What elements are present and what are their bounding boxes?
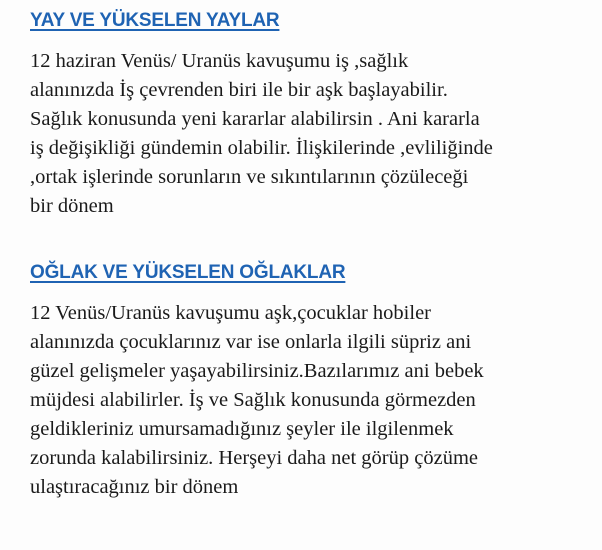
text-line: Sağlık konusunda yeni kararlar alabilirsin . Ani kararla (30, 108, 480, 130)
text-line: güzel gelişmeler yaşayabilirsiniz.Bazılarımız ani bebek (30, 360, 484, 382)
text-line: ,ortak işlerinde sorunların ve sıkıntılarının çözüleceği (30, 166, 469, 188)
text-line: 12 haziran Venüs/ Uranüs kavuşumu iş ,sağlık (30, 50, 409, 72)
text-line: zorunda kalabilirsiniz. Herşeyi daha net görüp çözüme (30, 447, 478, 469)
text-line: alanınızda İş çevrenden biri ile bir aşk başlayabilir. (30, 79, 448, 101)
text-line: müjdesi alabilirler. İş ve Sağlık konusunda görmezden (30, 389, 476, 411)
text-line: ulaştıracağınız bir dönem (30, 476, 239, 498)
text-line: bir dönem (30, 195, 114, 217)
section-heading-sagittarius: YAY VE YÜKSELEN YAYLAR (30, 10, 280, 31)
section-text-sagittarius (30, 47, 590, 221)
section-text-capricorn (30, 299, 590, 502)
section-heading-capricorn: OĞLAK VE YÜKSELEN OĞLAKLAR (30, 262, 346, 283)
text-line: iş değişikliği gündemin olabilir. İlişkilerinde ,evliliğinde (30, 137, 493, 159)
text-line: alanınızda çocuklarınız var ise onlarla ilgili süpriz ani (30, 331, 472, 353)
text-line: geldikleriniz umursamadığınız şeyler ile ilgilenmek (30, 418, 454, 440)
text-line: 12 Venüs/Uranüs kavuşumu aşk,çocuklar hobiler (30, 302, 432, 324)
